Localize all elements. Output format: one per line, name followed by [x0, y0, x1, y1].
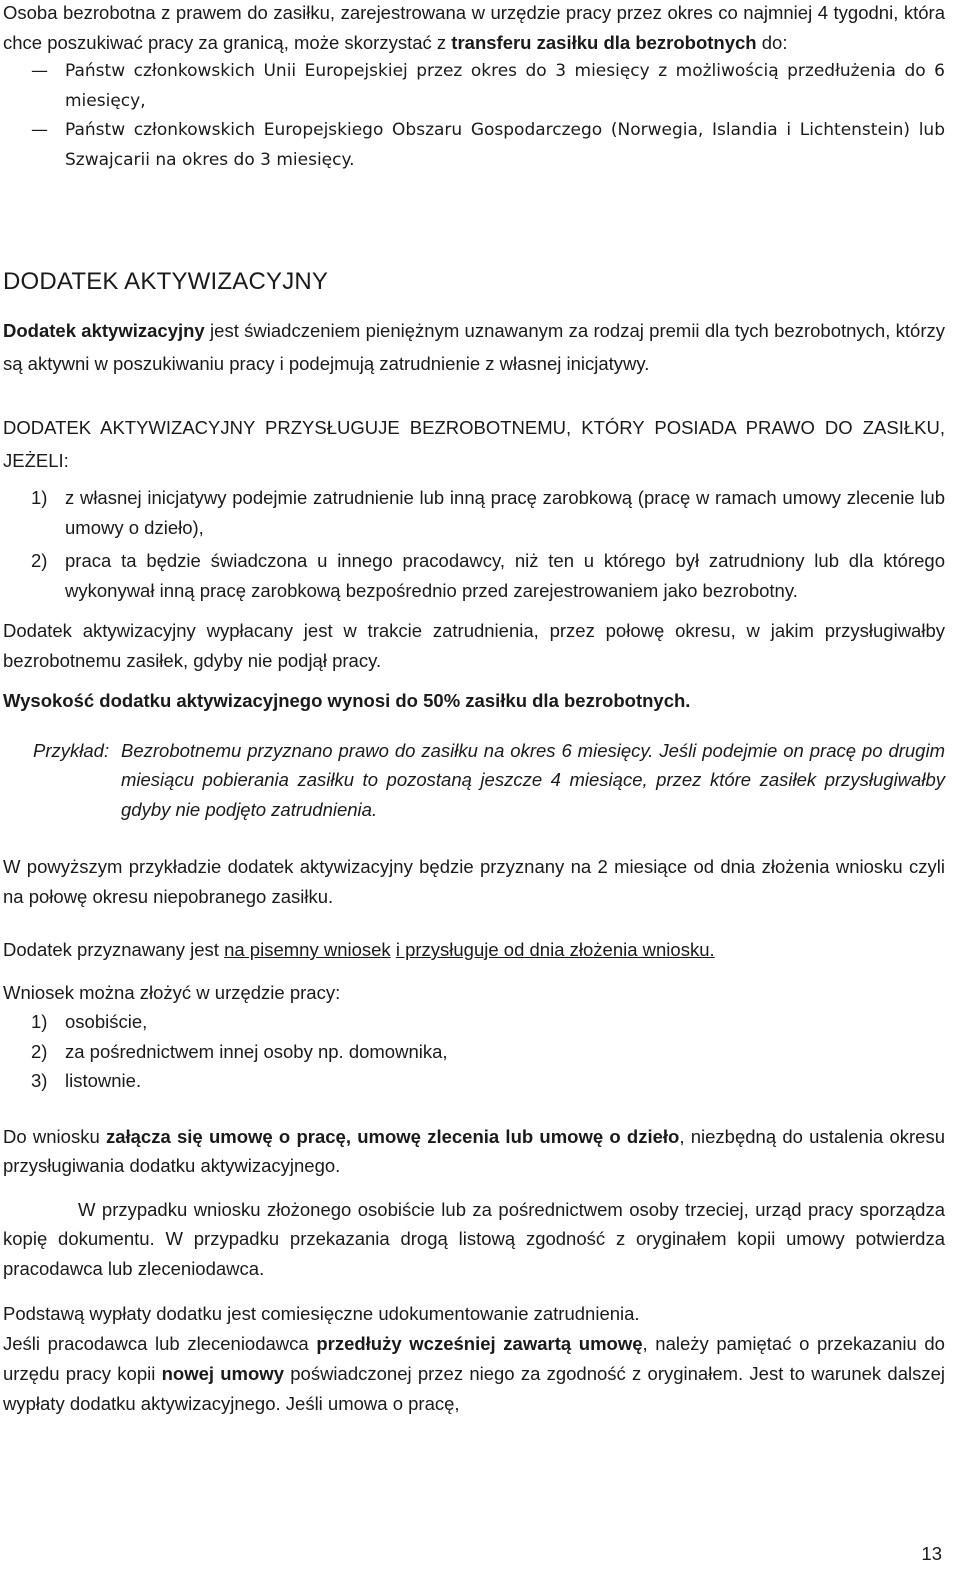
granted-underline-1: na pisemny wniosek — [224, 939, 391, 960]
intro-text-end: do: — [756, 31, 788, 53]
basis-paragraph: Podstawą wypłaty dodatku jest comiesięczne udokumentowanie zatrudnienia. — [3, 1303, 640, 1324]
granted-underline-2: i przysługuje od dnia złożenia wniosku. — [395, 939, 715, 960]
list-number: 2) — [31, 1040, 48, 1062]
definition-paragraph — [3, 314, 945, 380]
intro-paragraph — [3, 0, 945, 57]
document-page — [3, 0, 945, 1419]
extension-text: Jeśli pracodawca lub zleceniodawca — [3, 1332, 317, 1354]
extension-text-3: poświadczonej przez niego za zgodność z oryginałem. Jest to warunek dalszej wypłaty dodatku aktywizacyjnego. Jeśli umowa o pracę, — [3, 1362, 946, 1414]
list-item — [3, 1037, 945, 1067]
dash-bullet: — — [31, 61, 48, 81]
section-heading: DODATEK AKTYWIZACYJNY — [3, 268, 329, 295]
granted-paragraph — [3, 935, 945, 965]
list-number: 2) — [31, 550, 48, 571]
list-item — [3, 1066, 945, 1096]
definition-text: jest świadczeniem pieniężnym uznawanym za rodzaj premii dla tych bezrobotnych, którzy są aktywni w poszukiwaniu pracy i podejmują zatrudnienie z własnej inicjatywy. — [3, 320, 946, 374]
example-block — [3, 736, 945, 825]
page-number: 13 — [921, 1543, 942, 1564]
bullet-text: Państw członkowskich Europejskiego Obszaru Gospodarczego (Norwegia, Islandia i Lichtenstein) lub Szwajcarii na okres do 3 miesięcy. — [65, 120, 945, 170]
list-text: osobiście, — [65, 1011, 148, 1032]
attachment-paragraph — [3, 1122, 945, 1181]
extension-text-2: , należy pamiętać o przekazaniu do urzędu pracy kopii — [3, 1332, 945, 1384]
list-text: z własnej inicjatywy podejmie zatrudnienie lub inną pracę zarobkową (pracę w ramach umowy zlecenie lub umowy o dzieło), — [65, 487, 945, 538]
list-number: 3) — [31, 1070, 48, 1091]
extension-bold-1: przedłuży wcześniej zawartą umowę — [316, 1332, 643, 1354]
example-text: Bezrobotnemu przyznano prawo do zasiłku na okres 6 miesięcy. Jeśli podejmie on pracę po drugim miesiącu pobierania zasiłku to pozostaną jeszcze 4 miesiące, przez które zasiłek przysługiwałby gdyby nie podjęto zatrudnienia. — [121, 739, 945, 820]
submit-heading: Wniosek można złożyć w urzędzie pracy: — [3, 981, 341, 1003]
extension-paragraph — [3, 1329, 945, 1419]
example-label: Przykład: — [33, 739, 110, 761]
list-text: za pośrednictwem innej osoby np. domownika, — [65, 1040, 448, 1062]
example-conclusion: W powyższym przykładzie dodatek aktywizacyjny będzie przyznany na 2 miesiące od dnia złożenia wniosku czyli na połowę okresu niepobranego zasiłku. — [3, 856, 945, 907]
list-item — [3, 1007, 945, 1037]
conditions-heading-text: DODATEK AKTYWIZACYJNY PRZYSŁUGUJE BEZROBOTNEMU, KTÓRY POSIADA PRAWO DO ZASIŁKU, JEŻELI: — [3, 417, 945, 471]
extension-bold-2: nowej umowy — [161, 1362, 284, 1384]
list-item — [3, 546, 945, 605]
bullet-text: Państw członkowskich Unii Europejskiej przez okres do 3 miesięcy z możliwością przedłużenia do 6 miesięcy, — [65, 61, 945, 111]
attachment-bold: załącza się umowę o pracę, umowę zlecenia lub umowę o dzieło — [105, 1125, 680, 1147]
attachment-text-end: , niezbędną do ustalenia okresu przysługiwania dodatku aktywizacyjnego. — [3, 1125, 945, 1176]
list-item — [3, 116, 945, 175]
list-text: listownie. — [65, 1070, 142, 1091]
list-text: praca ta będzie świadczona u innego pracodawcy, niż ten u którego był zatrudniony lub dla którego wykonywał inną pracę zarobkową bezpośrednio przed zarejestrowaniem jako bezrobotny. — [65, 550, 945, 601]
list-number: 1) — [31, 487, 48, 508]
copy-paragraph: W przypadku wniosku złożonego osobiście lub za pośrednictwem osoby trzeciej, urząd pracy sporządza kopię dokumentu. W przypadku przekazania drogą listową zgodność z oryginałem kopii umowy potwierdza pracodawca lub zleceniodawca. — [3, 1198, 945, 1279]
definition-term: Dodatek aktywizacyjny — [3, 320, 205, 341]
dash-bullet: — — [31, 120, 48, 140]
intro-bold: transferu zasiłku dla bezrobotnych — [451, 31, 757, 53]
list-item — [3, 57, 945, 116]
amount-paragraph — [3, 686, 945, 716]
granted-text: Dodatek przyznawany jest — [3, 939, 225, 960]
attachment-text: Do wniosku — [3, 1125, 106, 1147]
amount-text: Wysokość dodatku aktywizacyjnego wynosi do 50% zasiłku dla bezrobotnych. — [3, 690, 691, 711]
conditions-heading — [3, 411, 945, 477]
intro-text: Osoba bezrobotna z prawem do zasiłku, zarejestrowana w urzędzie pracy przez okres co najmniej 4 tygodni, która chce poszukiwać pracy za granicą, może skorzystać z — [3, 2, 945, 53]
payment-paragraph: Dodatek aktywizacyjny wypłacany jest w trakcie zatrudnienia, przez połowę okresu, w jakim przysługiwałby bezrobotnemu zasiłek, gdyby nie podjął pracy. — [3, 620, 945, 671]
list-item — [3, 483, 945, 542]
list-number: 1) — [31, 1011, 48, 1032]
